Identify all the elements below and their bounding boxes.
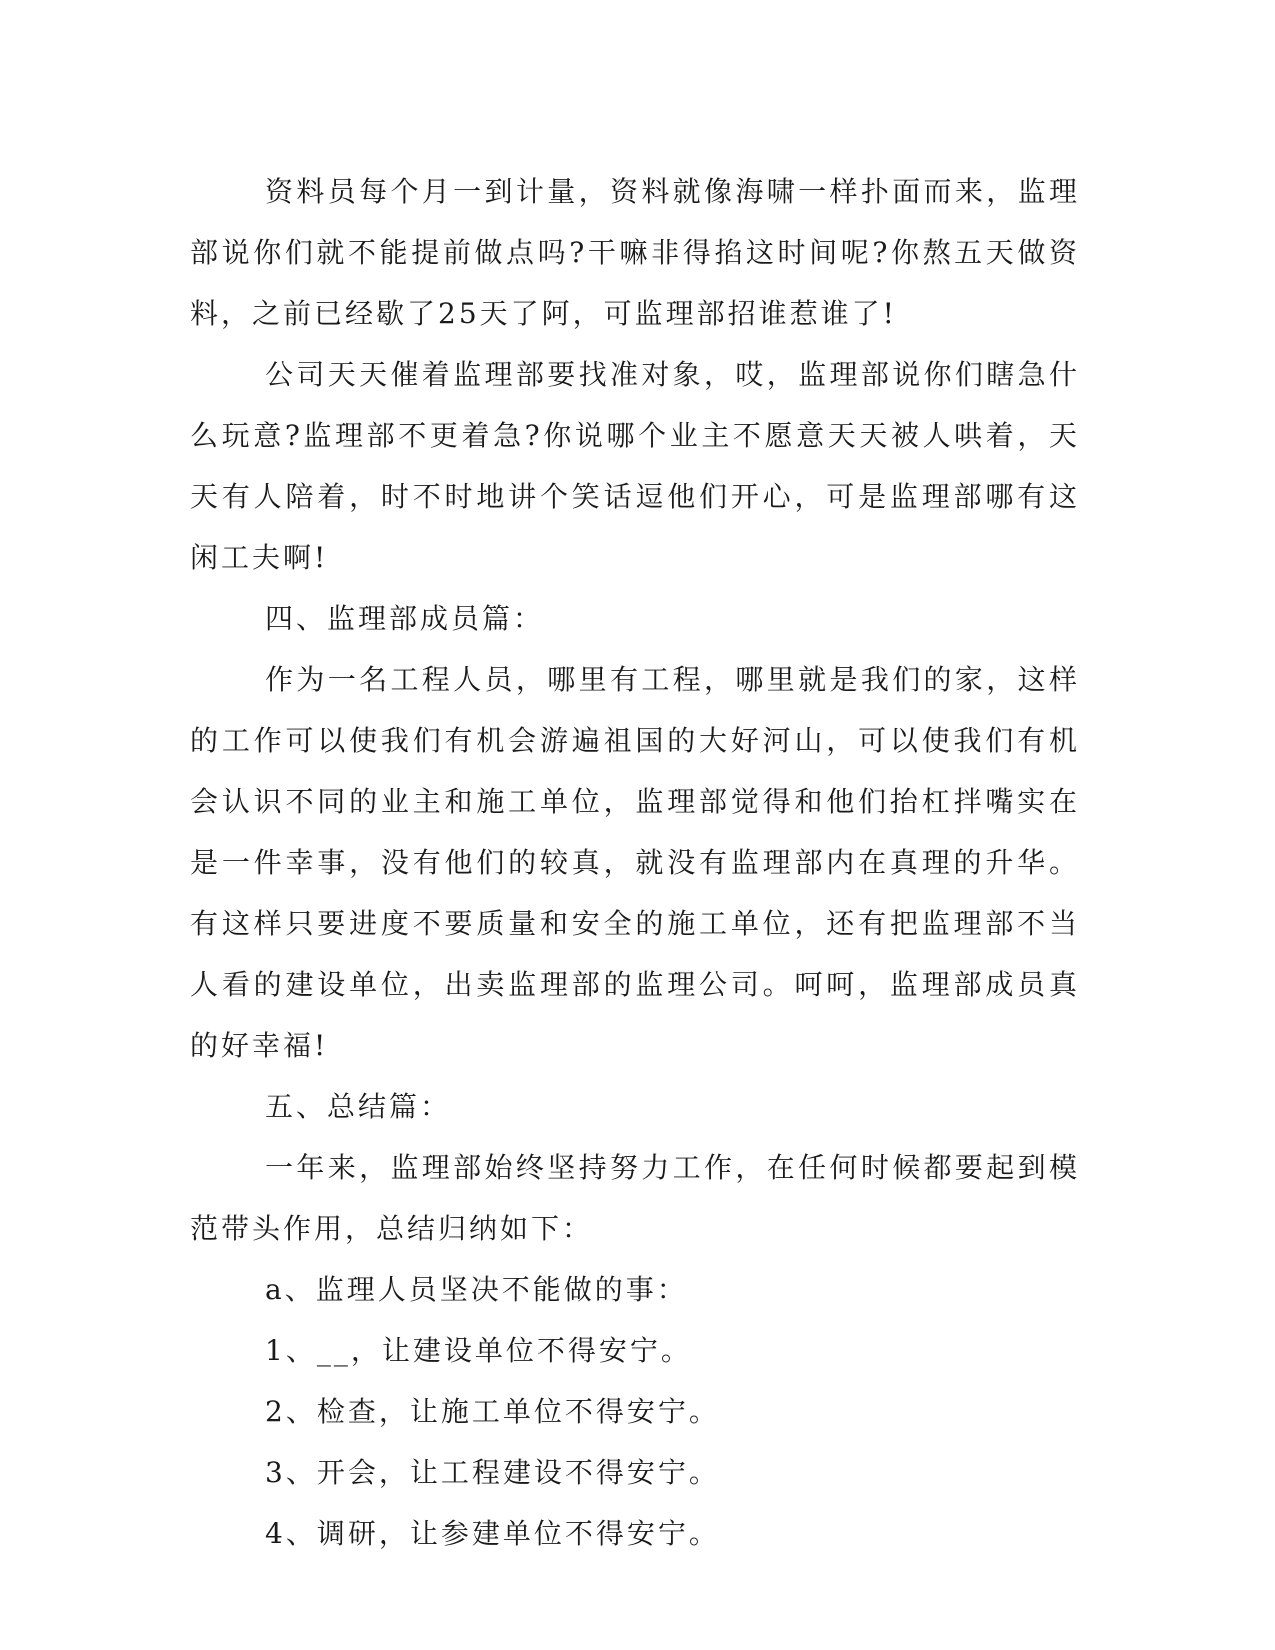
paragraph-engineering-staff: 作为一名工程人员，哪里有工程，哪里就是我们的家，这样的工作可以使我们有机会游遍祖国的大好河山，可以使我们有机会认识不同的业主和施工单位，监理部觉得和他们抬杠拌嘴实在是一件幸事，没有他们的较真，就没有监理部内在真理的升华。有这样只要进度不要质量和安全的施工单位，还有把监理部不当人看的建设单位，出卖监理部的监理公司。呵呵，监理部成员真的好幸福! (190, 663, 1080, 1062)
list-item: 3、开会，让工程建设不得安宁。 (265, 1456, 720, 1489)
list-item: 4、调研，让参建单位不得安宁。 (265, 1517, 720, 1550)
document-body (190, 161, 1080, 1564)
section-heading-members: 四、监理部成员篇： (265, 602, 545, 635)
paragraph-data-staff: 资料员每个月一到计量，资料就像海啸一样扑面而来，监理部说你们就不能提前做点吗?干嘛非得掐这时间呢?你熬五天做资料，之前已经歇了25天了阿，可监理部招谁惹谁了! (190, 175, 1080, 330)
paragraph-company-pressure: 公司天天催着监理部要找准对象，哎，监理部说你们瞎急什么玩意?监理部不更着急?你说哪个业主不愿意天天被人哄着，天天有人陪着，时不时地讲个笑话逗他们开心，可是监理部哪有这闲工夫啊! (190, 358, 1080, 574)
section-heading-summary: 五、总结篇： (265, 1090, 452, 1123)
paragraph-summary-intro: 一年来，监理部始终坚持努力工作，在任何时候都要起到模范带头作用，总结归纳如下： (190, 1151, 1080, 1245)
list-item: 1、__，让建设单位不得安宁。 (265, 1334, 692, 1367)
list-item: 2、检查，让施工单位不得安宁。 (265, 1395, 720, 1428)
list-heading-forbidden: a、监理人员坚决不能做的事： (265, 1273, 688, 1306)
